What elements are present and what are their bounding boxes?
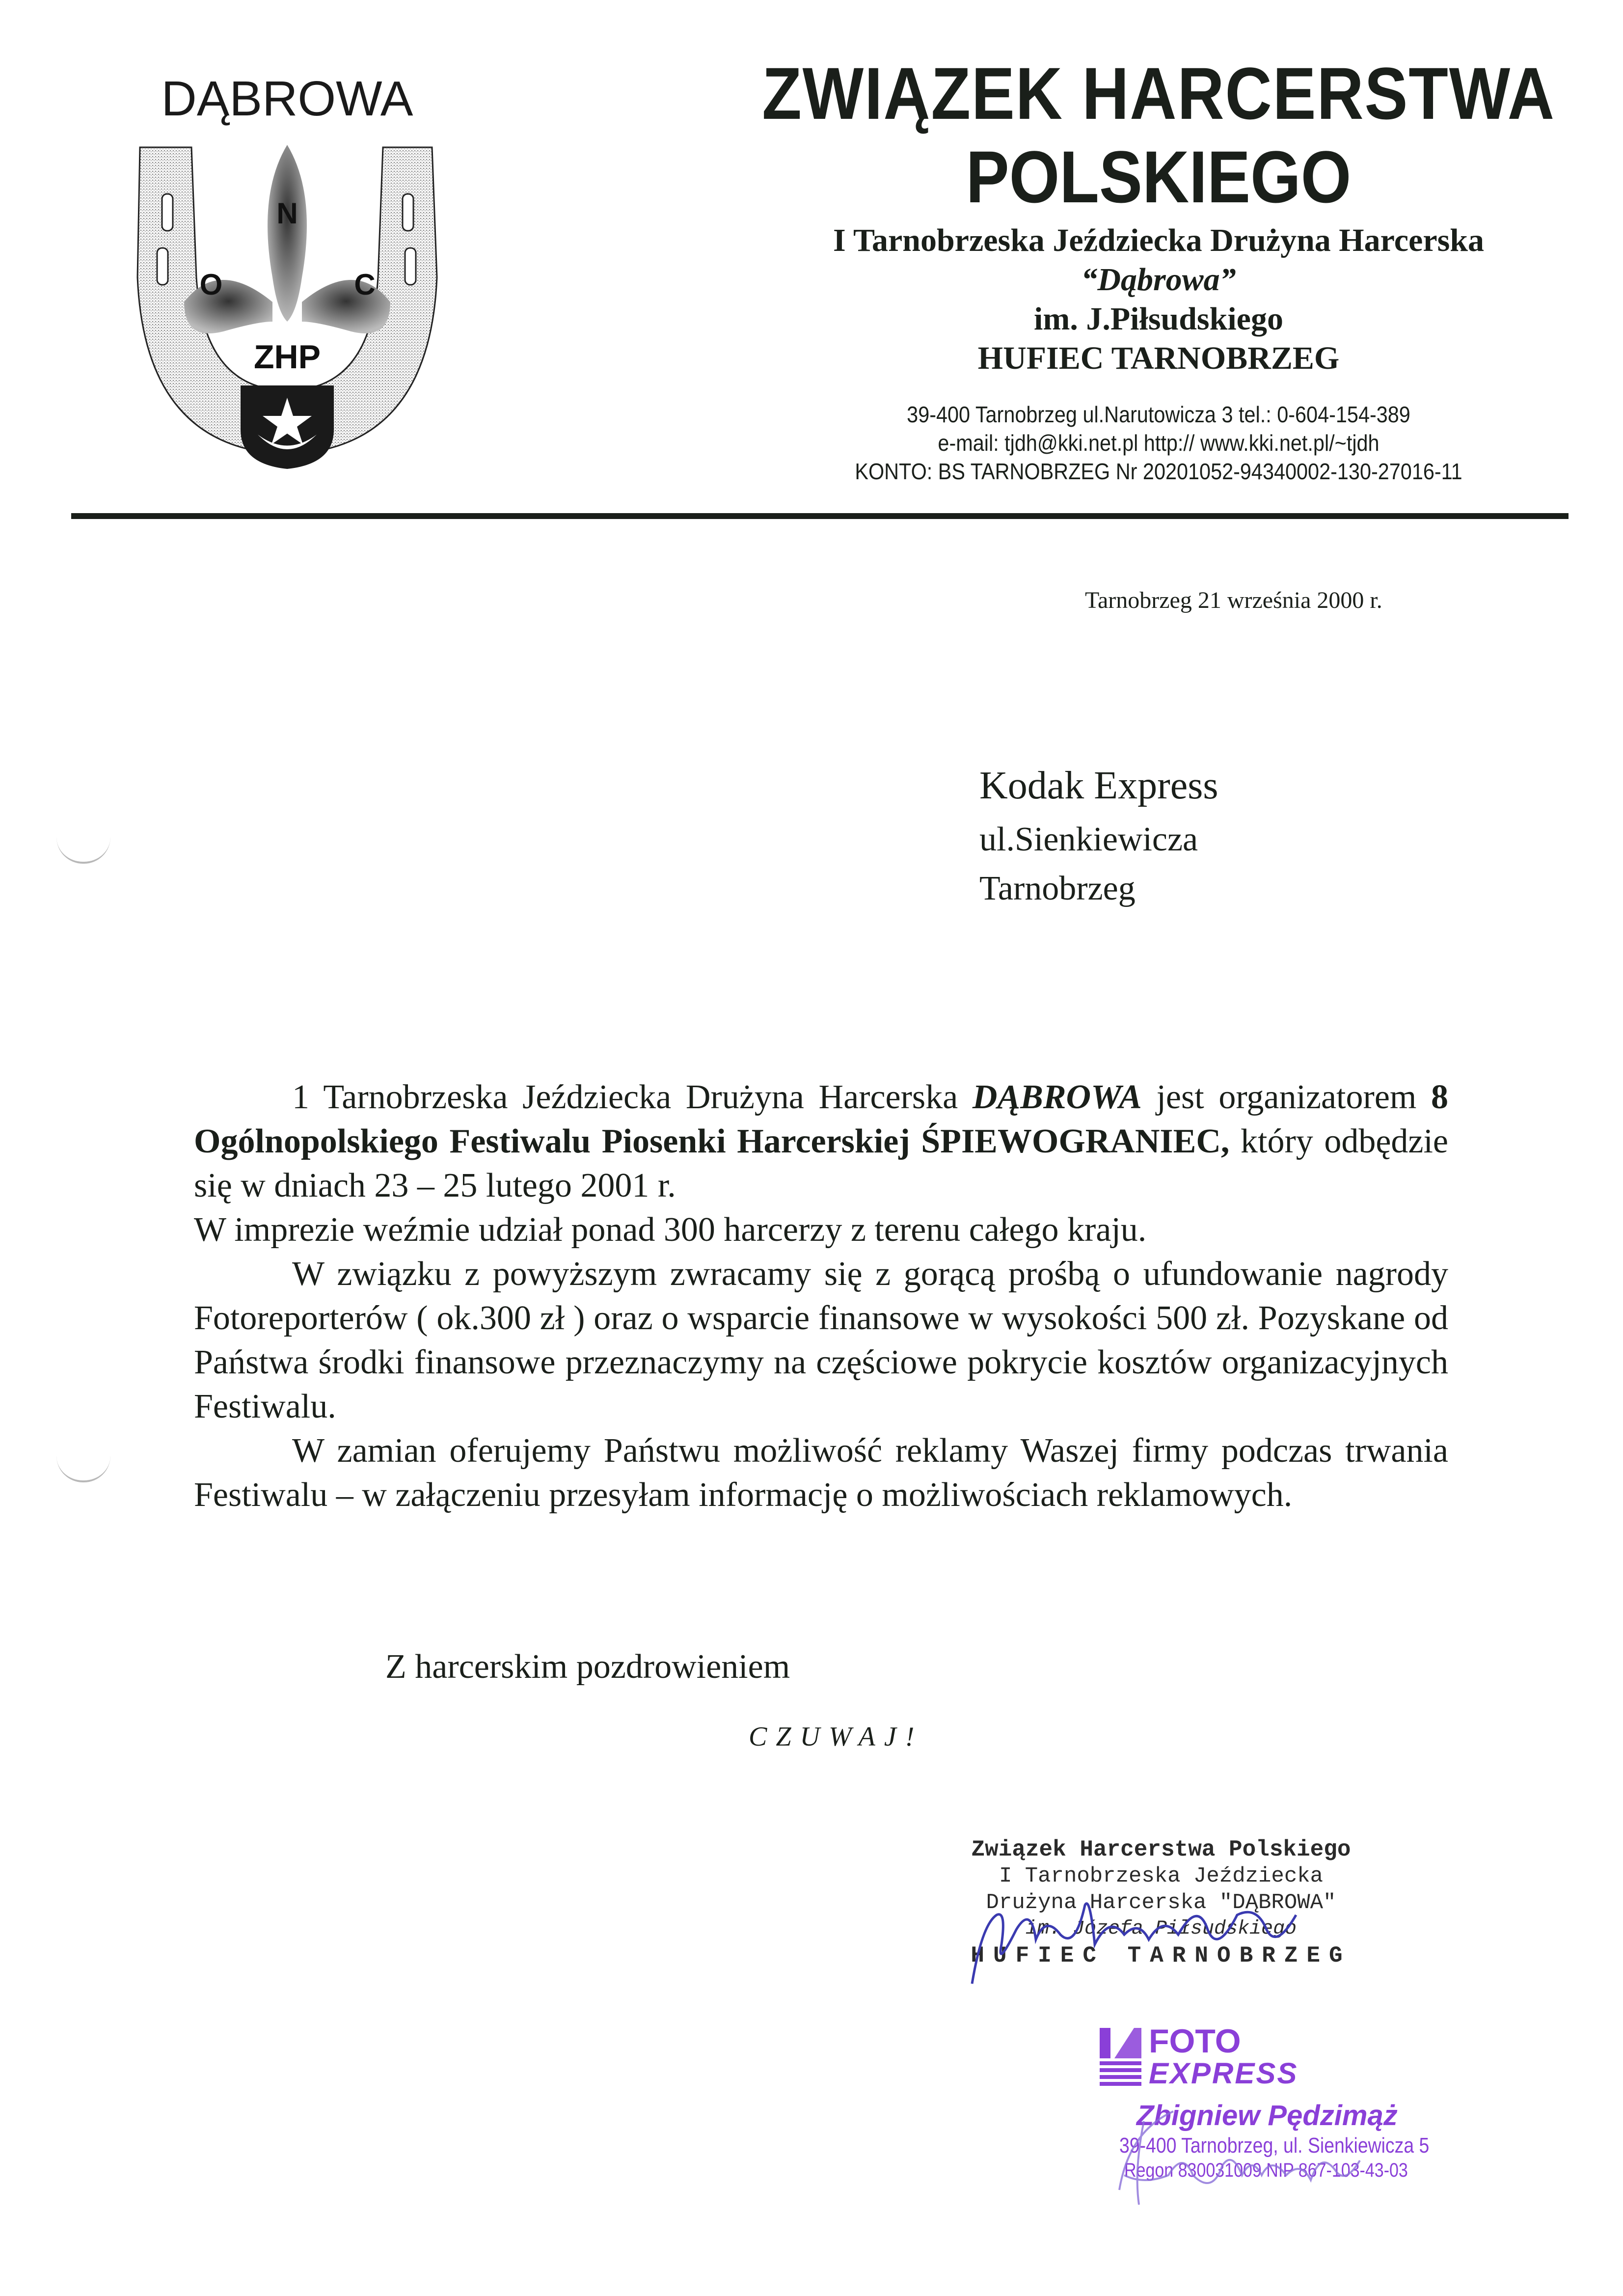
contact-email-web: e-mail: tjdh@kki.net.pl http:// www.kki.net.pl/~tjdh <box>938 430 1380 456</box>
team-nickname: “Dąbrowa” <box>1081 262 1236 298</box>
punch-hole-mark <box>56 1456 110 1482</box>
team-name-emphasis: DĄBROWA <box>972 1078 1142 1116</box>
paragraph-request: W związku z powyższym zwracamy się z gorącą prośbą o ufundowanie nagrody Fotoreporterów ( ok.300 zł ) oraz o wsparcie finansowe w wysokości 500 zł. Pozyskane od Państwa środki finansowe przeznaczymy na częściowe pokrycie kosztów organizacyjnych Festiwalu. <box>194 1255 1448 1425</box>
horseshoe-emblem-icon <box>110 47 464 469</box>
punch-hole-mark <box>56 837 110 864</box>
paragraph-participants: W imprezie weźmie udział ponad 300 harcerzy z terenu całego kraju. <box>194 1211 1147 1249</box>
stamp-brand-express: EXPRESS <box>1149 2057 1298 2090</box>
stamp-line: Związek Harcerstwa Polskiego <box>971 1837 1351 1862</box>
intro-text: jest organizatorem <box>1141 1078 1432 1116</box>
closing-salutation: Z harcerskim pozdrowieniem <box>385 1648 790 1686</box>
handwritten-signature-icon <box>962 1886 1316 1994</box>
district-name: HUFIEC TARNOBRZEG <box>977 340 1340 376</box>
recipient-city: Tarnobrzeg <box>979 870 1136 907</box>
contact-address-phone: 39-400 Tarnobrzeg ul.Narutowicza 3 tel.: 0-604-154-389 <box>907 402 1410 427</box>
logo-title: DĄBROWA <box>161 71 413 126</box>
recipient-name: Kodak Express <box>979 764 1218 807</box>
logo-letter-n: N <box>276 197 298 230</box>
logo-letter-o: O <box>199 268 223 301</box>
organization-name-line1: ZWIĄZEK HARCERSTWA <box>762 52 1555 135</box>
stamp-address: 39-400 Tarnobrzeg, ul. Sienkiewicza 5 <box>1119 2133 1430 2158</box>
logo-badge-zhp: ZHP <box>254 338 321 376</box>
organization-name-line2: POLSKIEGO <box>966 136 1352 218</box>
letter-date: Tarnobrzeg 21 września 2000 r. <box>1085 587 1382 613</box>
paragraph-offer: W zamian oferujemy Państwu możliwość reklamy Waszej firmy podczas trwania Festiwalu – w załączeniu przesyłam informację o możliwościach reklamowych. <box>194 1432 1448 1514</box>
logo-letter-c: C <box>354 268 376 301</box>
intro-text: 1 Tarnobrzeska Jeździecka Drużyna Harcerska <box>292 1078 973 1116</box>
contact-bank-account: KONTO: BS TARNOBRZEG Nr 20201052-94340002-130-27016-11 <box>855 459 1462 484</box>
dabrowa-logo <box>110 47 464 469</box>
festival-name: 8 Ogólnopolskiego Festiwalu Piosenki Harcerskiej ŚPIEWOGRANIEC, <box>194 1078 1449 1160</box>
stamp-registration-ids: Regon 830031009 NIP 867-103-43-03 <box>1124 2159 1408 2181</box>
recipient-street: ul.Sienkiewicza <box>979 820 1198 858</box>
team-patron: im. J.Piłsudskiego <box>1034 301 1283 337</box>
team-name: I Tarnobrzeska Jeździecka Drużyna Harcerska <box>833 222 1485 258</box>
kodak-k-logo-icon <box>1100 2028 1141 2092</box>
stamp-line: im. Józefa Piłsudskiego <box>1025 1918 1297 1940</box>
stamp-line: I Tarnobrzeska Jeździecka <box>999 1864 1324 1888</box>
festival-dates: który odbędzie się w dniach 23 – 25 lutego 2001 r. <box>194 1122 1448 1204</box>
stamp-brand-foto: FOTO <box>1149 2023 1241 2060</box>
stamp-line: HUFIEC TARNOBRZEG <box>971 1943 1352 1968</box>
letter-body <box>194 1075 1448 1517</box>
stamp-line: Drużyna Harcerska "DĄBROWA" <box>986 1890 1336 1915</box>
motto: CZUWAJ! <box>749 1722 923 1752</box>
business-signature-icon <box>1114 2102 1389 2210</box>
stamp-owner-name: Zbigniew Pędzimąż <box>1136 2100 1398 2132</box>
paragraph-intro <box>194 1075 1448 1208</box>
header-divider <box>71 513 1569 519</box>
